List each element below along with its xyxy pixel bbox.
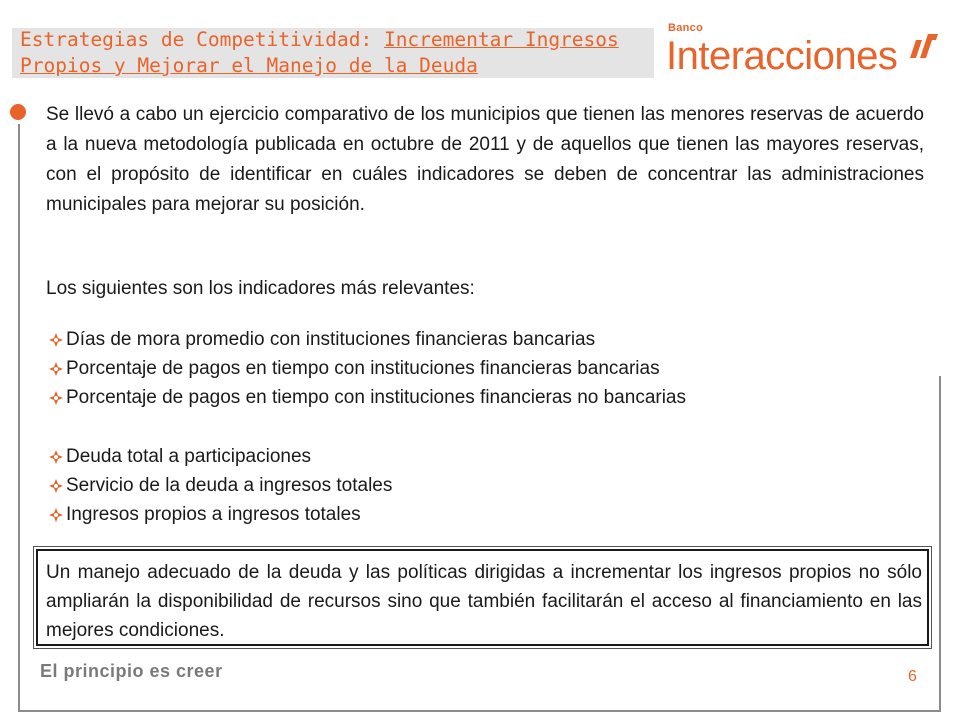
list-item-text: Servicio de la deuda a ingresos totales xyxy=(66,475,393,496)
diamond-bullet-icon xyxy=(48,478,64,494)
list-item xyxy=(48,383,928,412)
list-item xyxy=(48,471,928,500)
title-underlined-part-2: Propios y Mejorar el Manejo de la Deuda xyxy=(20,54,478,77)
interacciones-logo-mark-icon xyxy=(902,28,942,68)
list-item xyxy=(48,442,928,471)
logo-name: Interacciones xyxy=(666,34,898,78)
slide-title xyxy=(20,27,680,79)
list-item-text: Porcentaje de pagos en tiempo con instituciones financieras no bancarias xyxy=(66,387,686,408)
logo-banco-text: Banco xyxy=(668,22,704,34)
list-item-text: Días de mora promedio con instituciones financieras bancarias xyxy=(66,329,596,350)
list-item xyxy=(48,354,928,383)
diamond-bullet-icon xyxy=(48,332,64,348)
indicator-list-1 xyxy=(48,325,928,412)
title-underlined-part-1: Incrementar Ingresos xyxy=(383,28,619,51)
list-item-text: Ingresos propios a ingresos totales xyxy=(66,504,361,525)
list-item-text: Porcentaje de pagos en tiempo con instituciones financieras bancarias xyxy=(66,358,660,379)
left-frame-rule xyxy=(18,124,20,712)
intro-paragraph: Se llevó a cabo un ejercicio comparativo de los municipios que tienen las menores reservas de acuerdo a la nueva metodología publicada en octubre de 2011 y de aquellos que tienen las mayores reservas, con el propósito de identificar en cuáles indicadores se deben de concentrar las administraciones municipales para mejorar su posición. xyxy=(46,104,924,215)
bottom-frame-rule xyxy=(18,710,941,712)
conclusion-callout xyxy=(36,549,929,646)
title-prefix: Estrategias de Competitividad: xyxy=(20,28,384,51)
list-item xyxy=(48,500,928,529)
indicator-list-2 xyxy=(48,442,928,529)
diamond-bullet-icon xyxy=(48,449,64,465)
bullet-dot-icon xyxy=(10,104,26,120)
callout-text: Un manejo adecuado de la deuda y las políticas dirigidas a incrementar los ingresos propios no sólo ampliarán la disponibilidad de recursos sino que también facilitarán el acceso al financiamiento en las mejores condiciones. xyxy=(46,562,922,641)
indicators-lead: Los siguientes son los indicadores más relevantes: xyxy=(46,278,475,299)
footer-slogan: El principio es creer xyxy=(40,661,223,681)
diamond-bullet-icon xyxy=(48,507,64,523)
bank-logo xyxy=(668,22,948,82)
list-item-text: Deuda total a participaciones xyxy=(66,446,312,467)
diamond-bullet-icon xyxy=(48,390,64,406)
right-frame-rule xyxy=(939,376,941,712)
diamond-bullet-icon xyxy=(48,361,64,377)
list-item xyxy=(48,325,928,354)
page-number: 6 xyxy=(908,668,917,685)
